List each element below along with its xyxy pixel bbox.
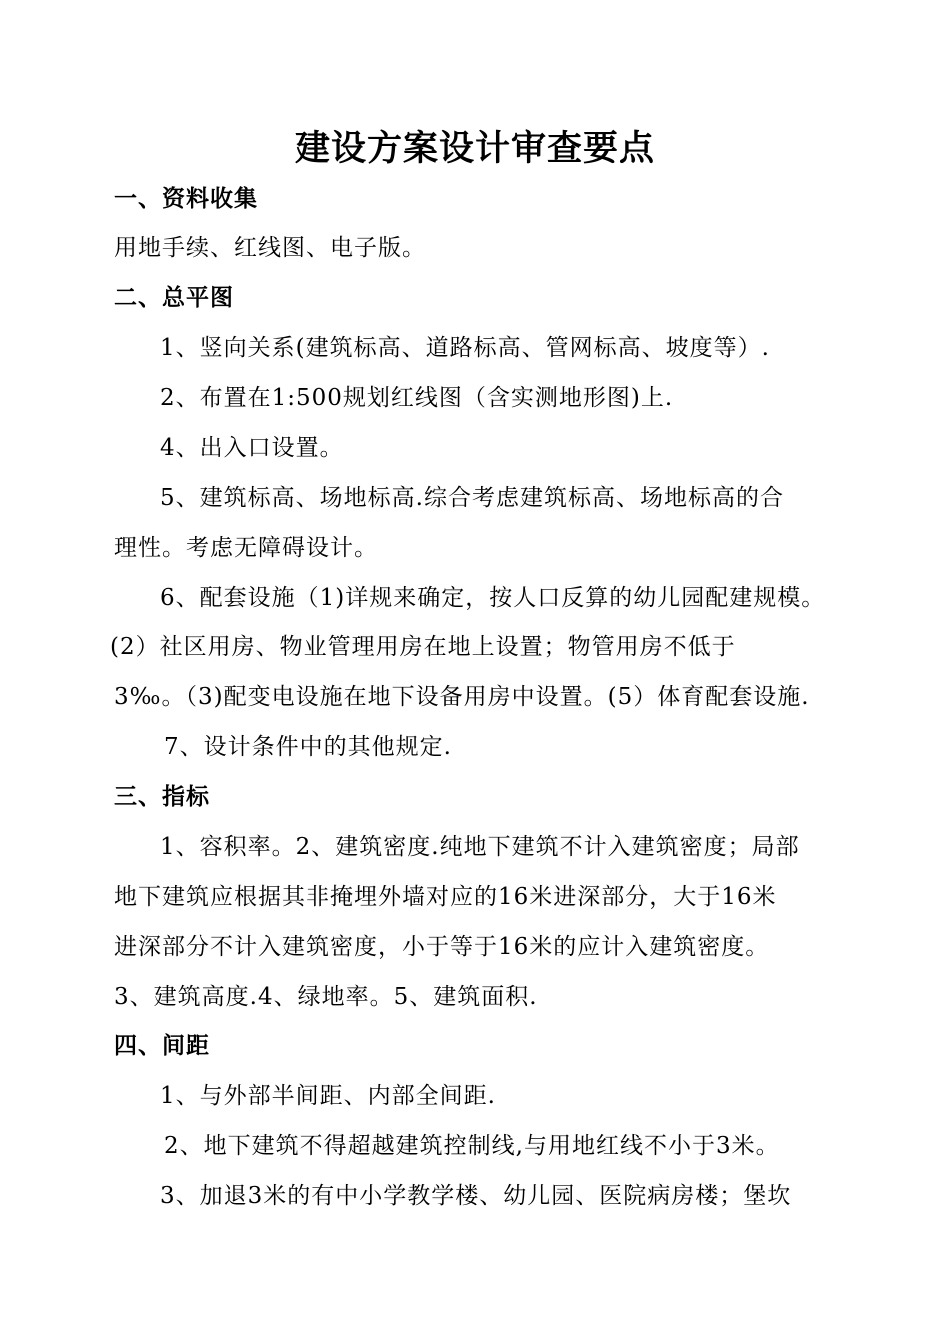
paragraph-line: 3、建筑高度.4、绿地率。5、建筑面积. — [114, 984, 538, 1010]
paragraph-line: 6、配套设施（1)详规来确定，按人口反算的幼儿园配建规模。 — [160, 585, 826, 611]
paragraph-line: 4、出入口设置。 — [160, 435, 344, 461]
paragraph-line: 1、与外部半间距、内部全间距. — [160, 1083, 496, 1109]
section-heading-indicators: 三、指标 — [114, 784, 210, 810]
paragraph-line: 进深部分不计入建筑密度，小于等于16米的应计入建筑密度。 — [114, 934, 770, 960]
paragraph-line: 理性。考虑无障碍设计。 — [114, 535, 378, 561]
paragraph-line: 1、容积率。2、建筑密度.纯地下建筑不计入建筑密度；局部 — [160, 834, 800, 860]
section-heading-spacing: 四、间距 — [114, 1033, 210, 1059]
paragraph-line: 1、竖向关系(建筑标高、道路标高、管网标高、坡度等）. — [160, 335, 770, 361]
paragraph-line: 2、地下建筑不得超越建筑控制线,与用地红线不小于3米。 — [164, 1133, 780, 1159]
paragraph-line: 3、加退3米的有中小学教学楼、幼儿园、医院病房楼；堡坎 — [160, 1183, 792, 1209]
paragraph-line: 5、建筑标高、场地标高.综合考虑建筑标高、场地标高的合 — [160, 485, 784, 511]
section-heading-site-plan: 二、总平图 — [114, 285, 234, 311]
paragraph-line: (2）社区用房、物业管理用房在地上设置；物管用房不低于 — [110, 634, 736, 660]
document-title: 建设方案设计审查要点 — [294, 128, 655, 169]
paragraph-line: 3‰。（3)配变电设施在地下设备用房中设置。(5）体育配套设施. — [114, 684, 810, 710]
paragraph-line: 2、布置在1:500规划红线图（含实测地形图)上. — [160, 385, 674, 411]
paragraph-line: 7、设计条件中的其他规定. — [164, 734, 452, 760]
paragraph-line: 地下建筑应根据其非掩埋外墙对应的16米进深部分，大于16米 — [114, 884, 777, 910]
section-heading-materials: 一、资料收集 — [114, 186, 258, 212]
paragraph-line: 用地手续、红线图、电子版。 — [114, 235, 426, 261]
